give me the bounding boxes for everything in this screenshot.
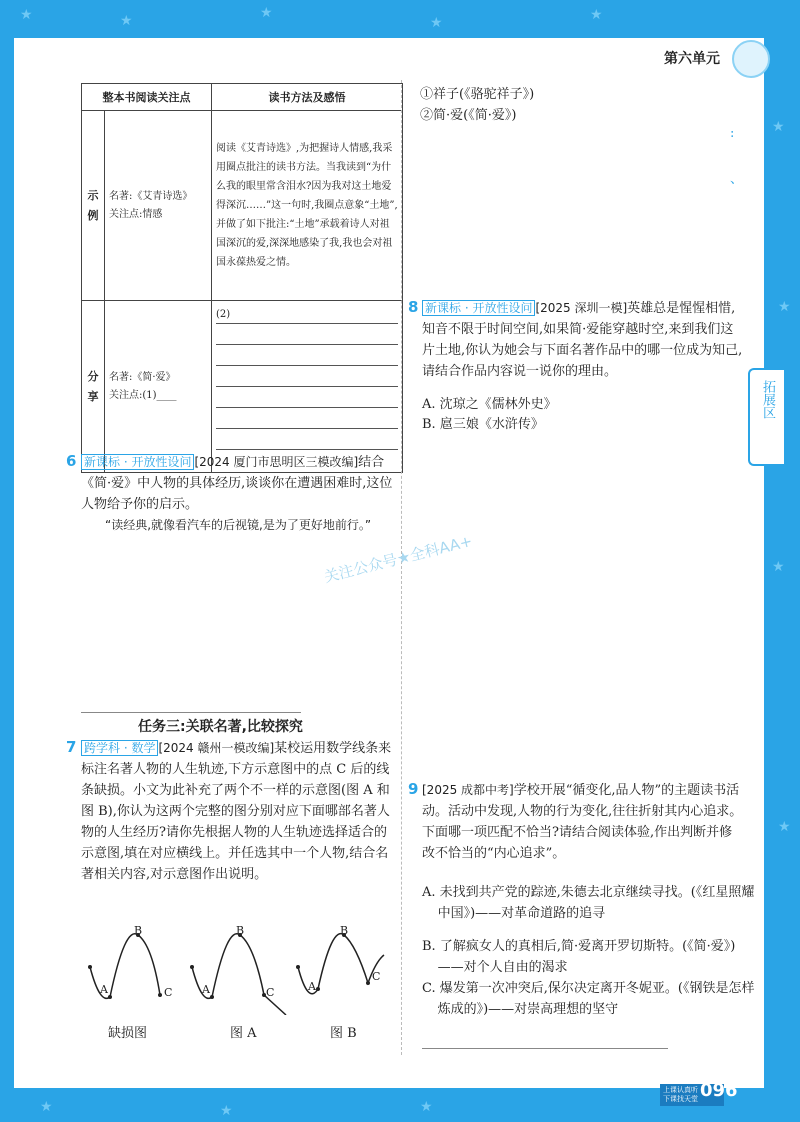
point-a (210, 995, 214, 999)
star-icon: ★ (120, 13, 133, 29)
star-icon: ★ (778, 299, 791, 315)
q8-text: 英雄总是惺惺相惜,知音不限于时间空间,如果简·爱能穿越时空,来到我们这片土地,你认为她会与下面名著作品中的哪一位成为知己,请结合作品内容说一说你的理由。 (422, 301, 743, 379)
question-8 (422, 298, 744, 382)
q9-option-b[interactable]: B. 了解疯女人的真相后,简·爱离开罗切斯特。(《简·爱》)——对个人自由的渴求 (422, 939, 736, 975)
answer-line[interactable] (216, 431, 398, 450)
q8-option-b[interactable]: B. 扈三娘《水浒传》 (422, 417, 544, 432)
q7-tag: 跨学科 · 数学 (81, 740, 158, 756)
q9-option-a[interactable]: A. 未找到共产党的踪迹,朱德去北京继续寻找。(《红星照耀中国》)——对革命道路的追寻 (422, 885, 755, 921)
q9-option-c[interactable]: C. 爆发第一次冲突后,保尔决定离开冬妮亚。(《钢铁是怎样炼成的》)——对崇高理想的坚守 (422, 981, 755, 1017)
section-divider (81, 712, 301, 713)
diagram-caption-a: 图 A (230, 1026, 257, 1041)
point-label-a: A (308, 980, 316, 993)
star-icon: ★ (40, 1099, 53, 1115)
side-tab-label: 拓展区 (760, 380, 775, 419)
point-a (316, 987, 320, 991)
answer-line[interactable] (216, 326, 398, 345)
row-label-text: 示例 (87, 188, 99, 222)
point-label-b: B (236, 924, 245, 937)
footer-slogan-2: 下课找天堂 (663, 1095, 698, 1103)
section-title: 任务三:关联名著,比较探究 (138, 719, 303, 735)
example-focus: 关注点:情感 (109, 208, 163, 220)
answer-line[interactable] (216, 410, 398, 429)
side-tab-expand (748, 368, 784, 466)
point-label-a: A (100, 983, 108, 996)
star-icon: ★ (260, 5, 273, 21)
answer-line[interactable] (216, 389, 398, 408)
diagram-a (190, 933, 286, 1015)
start-point (190, 965, 194, 969)
star-icon: ★ (590, 7, 603, 23)
q6-tag: 新课标 · 开放性设问 (81, 454, 194, 470)
example-row-label (82, 111, 105, 301)
star-icon: ★ (778, 819, 791, 835)
share-focus-blank[interactable]: 关注点:(1)____ (109, 389, 177, 401)
point-label-a: A (202, 983, 210, 996)
question-9-number: 9 (408, 780, 419, 798)
share-book-cell (105, 301, 212, 473)
point-a (108, 995, 112, 999)
q9-divider (422, 1048, 668, 1049)
table-header-focus: 整本书阅读关注点 (82, 84, 212, 111)
answer-line[interactable] (216, 347, 398, 366)
example-method-cell: 阅读《艾青诗选》,为把握诗人情感,我采用圈点批注的读书方法。当我读到“为什么我的眼里常含泪水?因为我对这土地爱得深沉……”这一句时,我圈点意象“土地”,并做了如下批注:“土地”承载着诗人对祖国深沉的爱,深深地感染了我,我也会对祖国永葆热爱之情。 (212, 111, 403, 301)
answer-line[interactable] (216, 368, 398, 387)
point-c (366, 981, 370, 985)
share-book: 名著:《简·爱》 (109, 371, 176, 383)
star-icon: ★ (420, 1099, 433, 1115)
star-icon: ★ (220, 1103, 233, 1119)
star-icon: ★ (772, 559, 785, 575)
curve-a (192, 934, 286, 1015)
logo-badge-icon (732, 40, 770, 78)
point-label-b: B (340, 924, 349, 937)
page-number: 096 (700, 1080, 738, 1101)
q9-source: [2025 成都中考] (422, 783, 514, 797)
star-icon: ★ (430, 15, 443, 31)
star-icon: ★ (772, 119, 785, 135)
example-book-cell (105, 111, 212, 301)
answer-line[interactable]: (2) (216, 305, 398, 324)
decor-mark: : (730, 126, 735, 141)
character-line-1: ①祥子(《骆驼祥子》) (420, 87, 535, 102)
q9-text: 学校开展“循变化,品人物”的主题读书活动。活动中发现,人物的行为变化,往往折射其内心追求。下面哪一项匹配不恰当?请结合阅读体验,作出判断并修改不恰当的“内心追求”。 (422, 783, 743, 861)
start-point (88, 965, 92, 969)
q8-source: [2025 深圳一模] (535, 301, 628, 315)
decor-mark: 、 (730, 172, 744, 187)
diagram-caption-b: 图 B (330, 1026, 357, 1041)
q8-option-a[interactable]: A. 沈琼之《儒林外史》 (422, 397, 557, 412)
question-7-number: 7 (66, 738, 77, 756)
star-icon: ★ (20, 7, 33, 23)
question-9 (422, 780, 744, 864)
question-6-number: 6 (66, 452, 77, 470)
share-row-label (82, 301, 105, 473)
point-c (158, 993, 162, 997)
character-line-2: ②简·爱(《简·爱》) (420, 108, 517, 123)
example-book: 名著:《艾青诗选》 (109, 190, 193, 202)
point-label-b: B (134, 924, 143, 937)
reading-table (81, 83, 403, 473)
watermark: 关注公众号★全科AA+ (322, 531, 475, 587)
q7-source: [2024 赣州一模改编] (158, 741, 275, 755)
q6-quote: “读经典,就像看汽车的后视镜,是为了更好地前行。” (105, 518, 372, 532)
share-method-cell[interactable] (212, 301, 403, 473)
trajectory-diagrams (80, 925, 400, 1015)
point-label-c: C (164, 986, 173, 999)
question-6 (81, 452, 393, 515)
point-label-c: C (266, 986, 275, 999)
question-8-number: 8 (408, 298, 419, 316)
point-label-c: C (372, 970, 381, 983)
q8-tag: 新课标 · 开放性设问 (422, 300, 535, 316)
row-label-text: 分享 (87, 369, 99, 403)
q6-source: [2024 厦门市思明区三模改编] (194, 455, 359, 469)
q6-text: 结合《简·爱》中人物的具体经历,谈谈你在遭遇困难时,这位人物给予你的启示。 (81, 455, 393, 512)
question-7 (81, 738, 393, 885)
q7-text: 某校运用数学线条来标注名著人物的人生轨迹,下方示意图中的点 C 后的线条缺损。小文为此补充了两个不一样的示意图(图 A 和图 B),你认为这两个完整的图分别对应下面哪部名著人物的人生经历?请你先根据人物的人生轨迹选择适合的示意图,填在对应横线上。并任选其中一个人物,结合名著相关内容,对示意图作出说明。 (81, 741, 392, 882)
start-point (296, 965, 300, 969)
unit-title: 第六单元 (664, 51, 720, 67)
diagram-caption-damaged: 缺损图 (108, 1026, 148, 1041)
table-header-method: 读书方法及感悟 (212, 84, 403, 111)
left-border (0, 0, 14, 1122)
footer-slogan-1: 上课认真听 (663, 1086, 698, 1094)
